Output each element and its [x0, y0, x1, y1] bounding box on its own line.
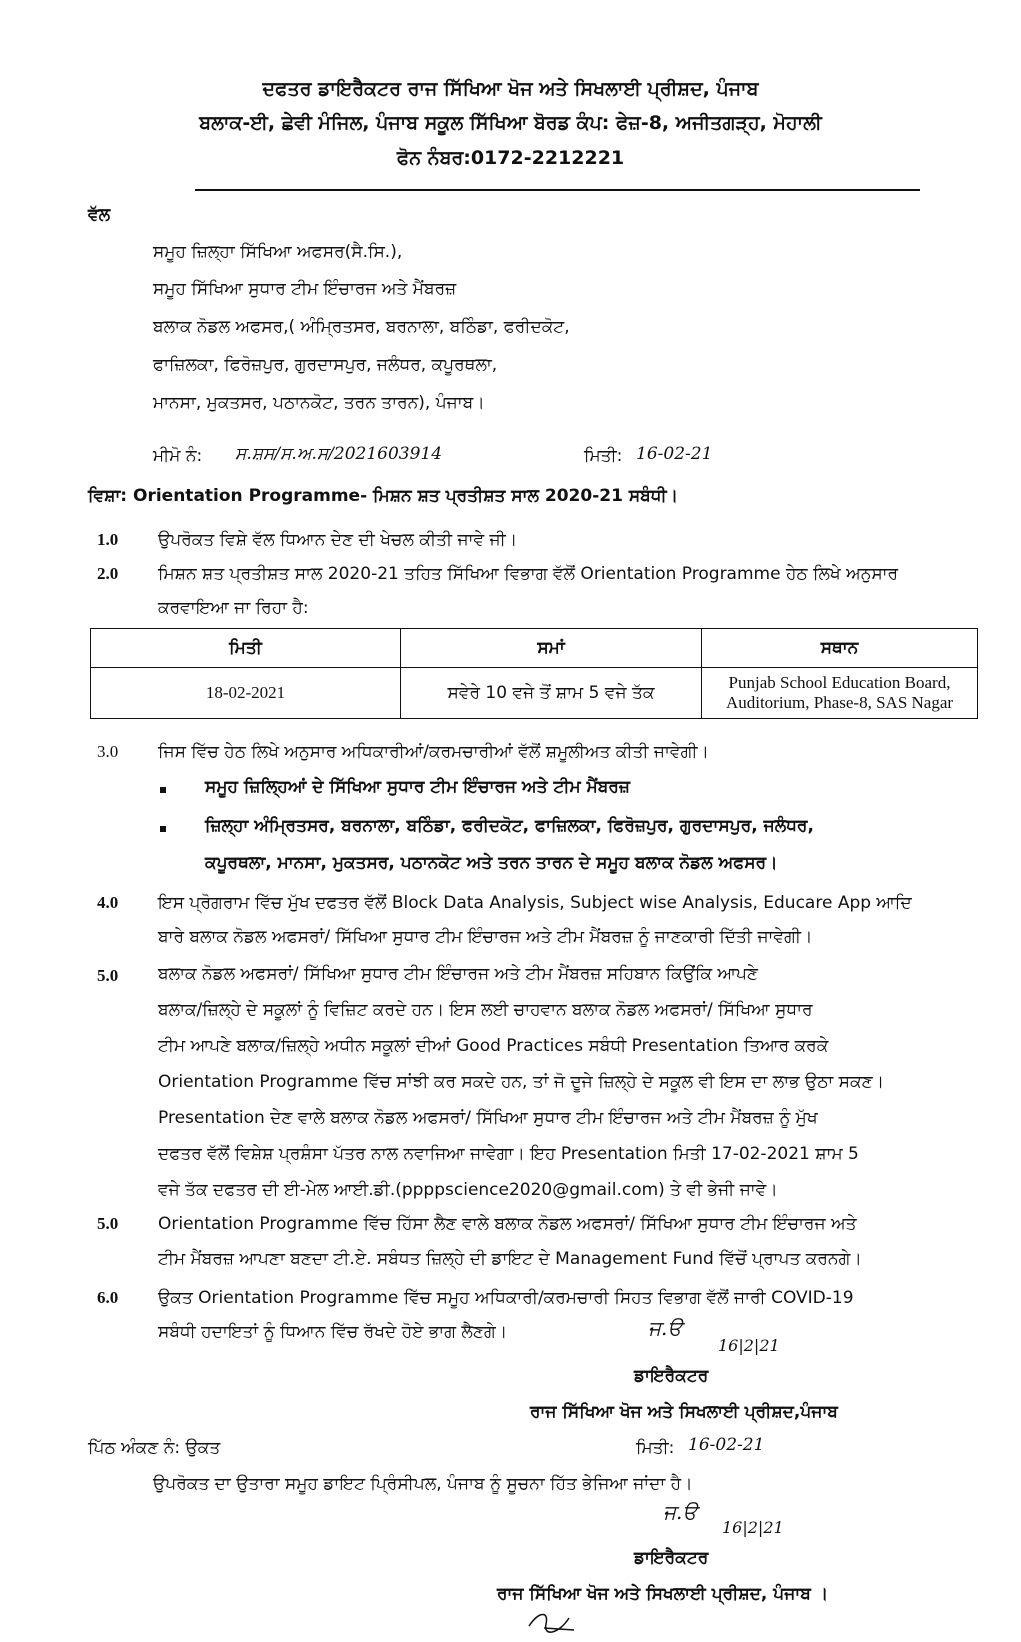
bullet-text: ਕਪੂਰਥਲਾ, ਮਾਨਸਾ, ਮੁਕਤਸਰ, ਪਠਾਨਕੋਟ ਅਤੇ ਤਰਨ ਤਾਰਨ ਦੇ ਸਮੂਹ ਬਲਾਕ ਨੋਡਲ ਅਫਸਰ।	[205, 853, 778, 873]
point-text: ਸਬੰਧੀ ਹਦਾਇਤਾਂ ਨੂੰ ਧਿਆਨ ਵਿੱਚ ਰੱਖਦੇ ਹੋਏ ਭਾਗ ਲੈਣਗੇ।	[158, 1322, 508, 1342]
point-number: 3.0	[97, 742, 119, 761]
point-text: ਇਸ ਪ੍ਰੋਗਰਾਮ ਵਿੱਚ ਮੁੱਖ ਦਫਤਰ ਵੱਲੋਂ Block Data Analysis, Subject wise Analysis, Educare App ਆਦਿ	[158, 893, 912, 913]
signature-date: 16|2|21	[718, 1336, 780, 1355]
venue-line: Punjab School Education Board,	[728, 673, 951, 692]
subject-line: ਵਿਸ਼ਾ: Orientation Programme- ਮਿਸ਼ਨ ਸ਼ਤ ਪ੍ਰਤੀਸ਼ਤ ਸਾਲ 2020-21 ਸਬੰਧੀ।	[88, 486, 679, 506]
bullet-marker	[160, 787, 166, 793]
signatory-organization: ਰਾਜ ਸਿੱਖਿਆ ਖੋਜ ਅਤੇ ਸਿਖਲਾਈ ਪ੍ਰੀਸ਼ਦ,ਪੰਜਾਬ	[530, 1402, 838, 1422]
column-header-date: ਮਿਤੀ	[91, 629, 401, 668]
recipient-line: ਬਲਾਕ ਨੋਡਲ ਅਫਸਰ,( ਅੰਮ੍ਰਿਤਸਰ, ਬਰਨਾਲਾ, ਬਠਿੰਡਾ, ਫਰੀਦਕੋਟ,	[153, 317, 570, 337]
office-address: ਬਲਾਕ-ਈ, ਛੇਵੀ ਮੰਜਿਲ, ਪੰਜਾਬ ਸਕੂਲ ਸਿੱਖਿਆ ਬੋਰਡ ਕੰਪ: ਫੇਜ਼-8, ਅਜੀਤਗੜ੍ਹ, ਮੋਹਾਲੀ	[199, 112, 822, 134]
column-header-time: ਸਮਾਂ	[401, 629, 702, 668]
point-text: ਉਪਰੋਕਤ ਵਿਸ਼ੇ ਵੱਲ ਧਿਆਨ ਦੇਣ ਦੀ ਖੇਚਲ ਕੀਤੀ ਜਾਵੇ ਜੀ।	[158, 530, 518, 550]
point-number: 6.0	[97, 1288, 119, 1307]
paragraph-line: ਟੀਮ ਆਪਣੇ ਬਲਾਕ/ਜ਼ਿਲ੍ਹੇ ਅਧੀਨ ਸਕੂਲਾਂ ਦੀਆਂ Good Practices ਸਬੰਧੀ Presentation ਤਿਆਰ ਕਰਕੇ	[158, 1036, 829, 1056]
office-phone: ਫੋਨ ਨੰਬਰ:0172-2212221	[396, 147, 625, 169]
signature-date: 16|2|21	[722, 1518, 784, 1537]
table-row	[91, 668, 978, 719]
signature-scribble: ਜ.ੳ	[648, 1316, 682, 1340]
recipient-line: ਸਮੂਹ ਸਿੱਖਿਆ ਸੁਧਾਰ ਟੀਮ ਇੰਚਾਰਜ ਅਤੇ ਮੈਂਬਰਜ਼	[153, 279, 457, 299]
point-number: 4.0	[97, 893, 119, 912]
point-number: 2.0	[97, 564, 119, 583]
signature-scribble: ਜ.ੳ	[663, 1500, 697, 1524]
initials-mark	[524, 1606, 584, 1636]
endorsement-text: ਉਪਰੋਕਤ ਦਾ ਉਤਾਰਾ ਸਮੂਹ ਡਾਇਟ ਪ੍ਰਿੰਸੀਪਲ, ਪੰਜਾਬ ਨੂੰ ਸੂਚਨਾ ਹਿੱਤ ਭੇਜਿਆ ਜਾਂਦਾ ਹੈ।	[153, 1474, 693, 1494]
signatory-title: ਡਾਇਰੈਕਟਰ	[634, 1366, 709, 1386]
paragraph-line: Orientation Programme ਵਿੱਚ ਸਾਂਝੀ ਕਰ ਸਕਦੇ ਹਨ, ਤਾਂ ਜੋ ਦੂਜੇ ਜ਼ਿਲ੍ਹੇ ਦੇ ਸਕੂਲ ਵੀ ਇਸ ਦਾ ਲਾਭ ਉਠਾ ਸਕਣ।	[158, 1072, 885, 1092]
office-name: ਦਫਤਰ ਡਾਇਰੈਕਟਰ ਰਾਜ ਸਿੱਖਿਆ ਖੋਜ ਅਤੇ ਸਿਖਲਾਈ ਪ੍ਰੀਸ਼ਦ, ਪੰਜਾਬ	[262, 78, 759, 100]
memo-date: 16-02-21	[636, 444, 713, 464]
memo-date-label: ਮਿਤੀ:	[584, 446, 623, 466]
point-text: ਟੀਮ ਮੈਂਬਰਜ਼ ਆਪਣਾ ਬਣਦਾ ਟੀ.ਏ. ਸਬੰਧਤ ਜ਼ਿਲ੍ਹੇ ਦੀ ਡਾਇਟ ਦੇ Management Fund ਵਿੱਚੋਂ ਪ੍ਰਾਪਤ ਕਰਨਗੇ।	[158, 1249, 862, 1269]
point-number: 5.0	[97, 966, 119, 985]
memo-label: ਮੀਮੋ ਨੰ:	[153, 446, 203, 466]
cell-date: 18-02-2021	[91, 668, 401, 719]
recipient-line: ਮਾਨਸਾ, ਮੁਕਤਸਰ, ਪਠਾਨਕੋਟ, ਤਰਨ ਤਾਰਨ), ਪੰਜਾਬ।	[153, 393, 485, 413]
point-text: ਜਿਸ ਵਿੱਚ ਹੇਠ ਲਿਖੇ ਅਨੁਸਾਰ ਅਧਿਕਾਰੀਆਂ/ਕਰਮਚਾਰੀਆਂ ਵੱਲੋਂ ਸ਼ਮੂਲੀਅਤ ਕੀਤੀ ਜਾਵੇਗੀ।	[158, 742, 709, 762]
memo-number: ਸ.ਸ਼ਸ/ਸ.ਅ.ਸ/2021603914	[235, 444, 443, 464]
point-5-paragraph	[158, 956, 884, 1208]
bullet-marker	[160, 826, 166, 832]
point-number: 1.0	[97, 530, 119, 549]
bullet-text: ਸਮੂਹ ਜ਼ਿਲ੍ਹਿਆਂ ਦੇ ਸਿੱਖਿਆ ਸੁਧਾਰ ਟੀਮ ਇੰਚਾਰਜ ਅਤੇ ਟੀਮ ਮੈਂਬਰਜ਼	[205, 777, 631, 797]
cell-venue	[702, 668, 978, 719]
paragraph-line: ਬਲਾਕ ਨੋਡਲ ਅਫਸਰਾਂ/ ਸਿੱਖਿਆ ਸੁਧਾਰ ਟੀਮ ਇੰਚਾਰਜ ਅਤੇ ਟੀਮ ਮੈਂਬਰਜ਼ ਸਹਿਬਾਨ ਕਿਉਂਕਿ ਆਪਣੇ	[158, 964, 759, 984]
cell-time: ਸਵੇਰੇ 10 ਵਜੇ ਤੋਂ ਸ਼ਾਮ 5 ਵਜੇ ਤੱਕ	[401, 668, 702, 719]
table-header-row	[91, 629, 978, 668]
paragraph-line: Presentation ਦੇਣ ਵਾਲੇ ਬਲਾਕ ਨੋਡਲ ਅਫਸਰਾਂ/ ਸਿੱਖਿਆ ਸੁਧਾਰ ਟੀਮ ਇੰਚਾਰਜ ਅਤੇ ਟੀਮ ਮੈਂਬਰਜ਼ ਨੂੰ ਮੁੱਖ	[158, 1108, 818, 1128]
point-number: 5.0	[97, 1214, 119, 1233]
recipient-line: ਸਮੂਹ ਜ਼ਿਲ੍ਹਾ ਸਿੱਖਿਆ ਅਫਸਰ(ਸੈ.ਸਿ.),	[153, 242, 403, 262]
point-text: ਬਾਰੇ ਬਲਾਕ ਨੋਡਲ ਅਫਸਰਾਂ/ ਸਿੱਖਿਆ ਸੁਧਾਰ ਟੀਮ ਇੰਚਾਰਜ ਅਤੇ ਟੀਮ ਮੈਂਬਰਜ਼ ਨੂੰ ਜਾਣਕਾਰੀ ਦਿੱਤੀ ਜਾਵੇਗੀ।	[158, 927, 813, 947]
endorsement-number: ਪਿੱਠ ਅੰਕਣ ਨੰ: ਉਕਤ	[88, 1438, 221, 1458]
endorsement-date: 16-02-21	[688, 1435, 765, 1455]
venue-line: Auditorium, Phase-8, SAS Nagar	[725, 693, 954, 712]
bullet-text: ਜ਼ਿਲ੍ਹਾ ਅੰਮ੍ਰਿਤਸਰ, ਬਰਨਾਲਾ, ਬਠਿੰਡਾ, ਫਰੀਦਕੋਟ, ਫਾਜ਼ਿਲਕਾ, ਫਿਰੋਜ਼ਪੁਰ, ਗੁਰਦਾਸਪੁਰ, ਜਲੰਧਰ,	[205, 816, 814, 836]
signatory-title: ਡਾਇਰੈਕਟਰ	[634, 1548, 709, 1568]
header-rule	[195, 189, 920, 191]
signatory-organization: ਰਾਜ ਸਿੱਖਿਆ ਖੋਜ ਅਤੇ ਸਿਖਲਾਈ ਪ੍ਰੀਸ਼ਦ, ਪੰਜਾਬ ।	[497, 1584, 829, 1604]
paragraph-line: ਬਲਾਕ/ਜ਼ਿਲ੍ਹੇ ਦੇ ਸਕੂਲਾਂ ਨੂੰ ਵਿਜ਼ਿਟ ਕਰਦੇ ਹਨ। ਇਸ ਲਈ ਚਾਹਵਾਨ ਬਲਾਕ ਨੋਡਲ ਅਫਸਰਾਂ/ ਸਿੱਖਿਆ ਸੁਧਾਰ	[158, 1000, 813, 1020]
point-text: ਕਰਵਾਇਆ ਜਾ ਰਿਹਾ ਹੈ:	[158, 598, 309, 618]
column-header-venue: ਸਥਾਨ	[702, 629, 978, 668]
point-text: ਉਕਤ Orientation Programme ਵਿੱਚ ਸਮੂਹ ਅਧਿਕਾਰੀ/ਕਰਮਚਾਰੀ ਸਿਹਤ ਵਿਭਾਗ ਵੱਲੋਂ ਜਾਰੀ COVID-19	[158, 1288, 854, 1308]
schedule-table	[90, 628, 978, 719]
to-label: ਵੱਲ	[88, 205, 111, 225]
point-text: ਮਿਸ਼ਨ ਸ਼ਤ ਪ੍ਰਤੀਸ਼ਤ ਸਾਲ 2020-21 ਤਹਿਤ ਸਿੱਖਿਆ ਵਿਭਾਗ ਵੱਲੋਂ Orientation Programme ਹੇਠ ਲਿਖੇ ਅਨੁਸਾਰ	[158, 564, 899, 584]
recipient-line: ਫਾਜ਼ਿਲਕਾ, ਫਿਰੋਜ਼ਪੁਰ, ਗੁਰਦਾਸਪੁਰ, ਜਲੰਧਰ, ਕਪੂਰਥਲਾ,	[153, 355, 498, 375]
endorsement-date-label: ਮਿਤੀ:	[636, 1438, 675, 1458]
paragraph-line: ਵਜੇ ਤੱਕ ਦਫਤਰ ਦੀ ਈ-ਮੇਲ ਆਈ.ਡੀ.(ppppscience2020@gmail.com) ਤੇ ਵੀ ਭੇਜੀ ਜਾਵੇ।	[158, 1180, 778, 1200]
point-text: Orientation Programme ਵਿੱਚ ਹਿੱਸਾ ਲੈਣ ਵਾਲੇ ਬਲਾਕ ਨੋਡਲ ਅਫਸਰਾਂ/ ਸਿੱਖਿਆ ਸੁਧਾਰ ਟੀਮ ਇੰਚਾਰਜ ਅਤੇ	[158, 1214, 857, 1234]
paragraph-line: ਦਫਤਰ ਵੱਲੋਂ ਵਿਸ਼ੇਸ਼ ਪ੍ਰਸ਼ੰਸਾ ਪੱਤਰ ਨਾਲ ਨਵਾਜਿਆ ਜਾਵੇਗਾ। ਇਹ Presentation ਮਿਤੀ 17-02-2021 ਸ਼ਾਮ 5	[158, 1144, 859, 1164]
